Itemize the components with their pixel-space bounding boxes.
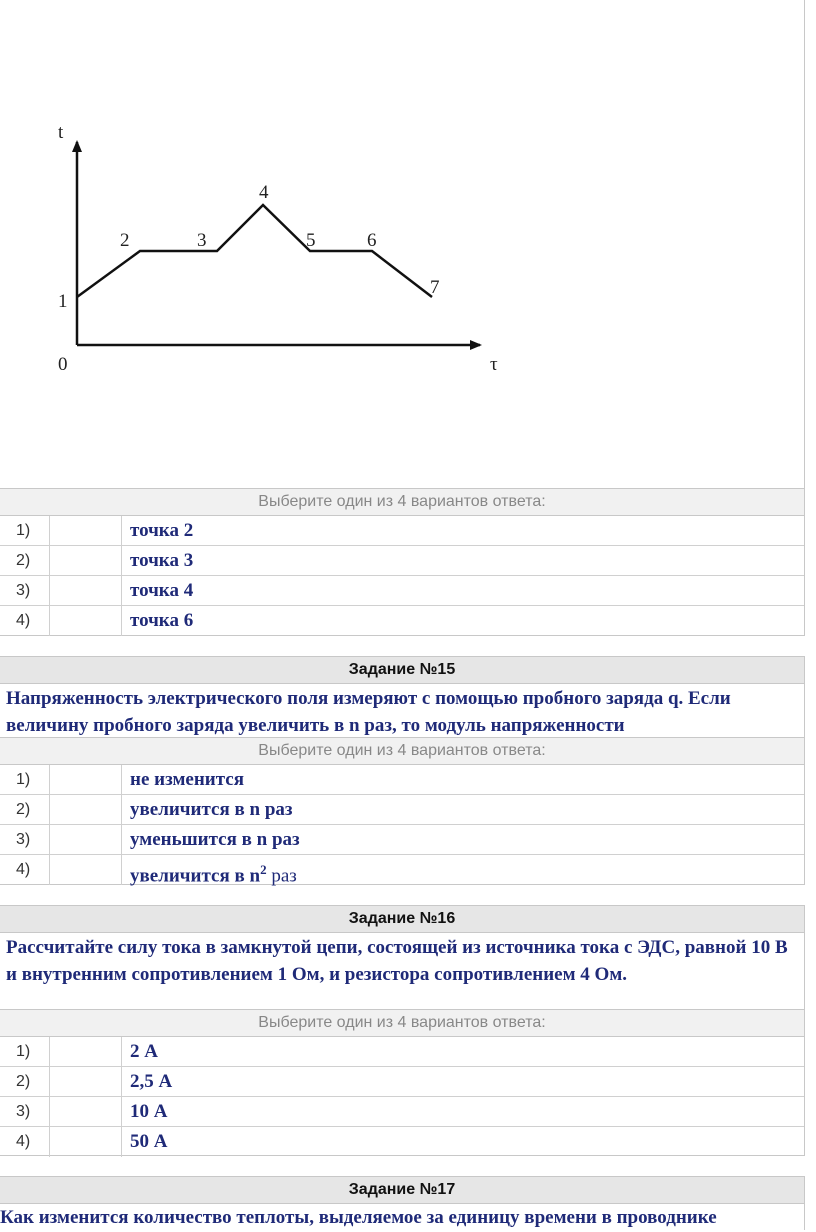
option-number: 2) xyxy=(0,795,50,824)
origin-label: 0 xyxy=(58,354,68,375)
answer-prompt: Выберите один из 4 вариантов ответа: xyxy=(0,489,804,516)
x-axis-label: τ xyxy=(490,354,498,375)
answer-option[interactable] xyxy=(0,606,804,636)
y-axis-label: t xyxy=(58,122,64,143)
point-label: 3 xyxy=(197,230,207,251)
answer-option[interactable] xyxy=(0,1037,804,1067)
task-17 xyxy=(0,1176,805,1230)
option-number: 3) xyxy=(0,825,50,854)
option-number: 3) xyxy=(0,576,50,605)
answer-option[interactable] xyxy=(0,576,804,606)
point-label: 2 xyxy=(120,230,130,251)
option-select-cell[interactable] xyxy=(50,1067,122,1096)
option-select-cell[interactable] xyxy=(50,516,122,545)
option-text: увеличится в n раз xyxy=(130,799,293,820)
option-number: 3) xyxy=(0,1097,50,1126)
option-text-main: увеличится в n xyxy=(130,865,261,887)
option-select-cell[interactable] xyxy=(50,795,122,824)
option-select-cell[interactable] xyxy=(50,576,122,605)
option-text: 2,5 А xyxy=(130,1071,173,1092)
option-select-cell[interactable] xyxy=(50,606,122,636)
option-number: 1) xyxy=(0,765,50,794)
option-text: точка 4 xyxy=(130,580,194,601)
answer-option[interactable] xyxy=(0,546,804,576)
point-label: 6 xyxy=(367,230,377,251)
prev-task-answers xyxy=(0,488,805,636)
temperature-time-graph xyxy=(0,0,805,488)
answer-option[interactable] xyxy=(0,1127,804,1157)
answer-option[interactable] xyxy=(0,1097,804,1127)
option-select-cell[interactable] xyxy=(50,825,122,854)
graph-area xyxy=(0,0,805,488)
answer-option[interactable] xyxy=(0,855,804,885)
point-label: 1 xyxy=(58,291,68,312)
option-text xyxy=(122,855,297,885)
answer-option[interactable] xyxy=(0,765,804,795)
option-select-cell[interactable] xyxy=(50,855,122,885)
task-question: Напряженность электрического поля измеряют с помощью пробного заряда q. Если величину пробного заряда увеличить в n раз, то модуль напряженности xyxy=(0,684,804,738)
option-text: 2 А xyxy=(130,1041,158,1062)
task-header: Задание №17 xyxy=(0,1177,804,1204)
option-select-cell[interactable] xyxy=(50,1127,122,1157)
task-header: Задание №15 xyxy=(0,657,804,684)
option-text: не изменится xyxy=(130,769,244,790)
option-number: 4) xyxy=(0,1127,50,1157)
point-label: 4 xyxy=(259,182,269,203)
option-select-cell[interactable] xyxy=(50,1097,122,1126)
option-superscript: 2 xyxy=(260,862,267,877)
point-label: 7 xyxy=(430,277,440,298)
option-select-cell[interactable] xyxy=(50,1037,122,1066)
task-question: Как изменится количество теплоты, выделяемое за единицу времени в проводнике xyxy=(0,1207,717,1228)
option-number: 1) xyxy=(0,516,50,545)
task-15 xyxy=(0,656,805,885)
task-question: Рассчитайте силу тока в замкнутой цепи, состоящей из источника тока с ЭДС, равной 10 В и внутренним сопротивлением 1 Ом, и резистора сопротивлением 4 Ом. xyxy=(0,933,804,1010)
option-number: 2) xyxy=(0,1067,50,1096)
option-text-suffix: раз xyxy=(271,865,297,887)
option-number: 4) xyxy=(0,606,50,636)
answer-option[interactable] xyxy=(0,516,804,546)
graph-line xyxy=(77,205,432,297)
option-number: 1) xyxy=(0,1037,50,1066)
task-header: Задание №16 xyxy=(0,906,804,933)
option-text: точка 3 xyxy=(130,550,194,571)
option-text: 50 А xyxy=(130,1131,168,1152)
option-text: точка 2 xyxy=(130,520,194,541)
answer-option[interactable] xyxy=(0,825,804,855)
option-number: 4) xyxy=(0,855,50,885)
option-text: уменьшится в n раз xyxy=(130,829,300,850)
option-select-cell[interactable] xyxy=(50,546,122,575)
option-number: 2) xyxy=(0,546,50,575)
point-label: 5 xyxy=(306,230,316,251)
answer-option[interactable] xyxy=(0,1067,804,1097)
task-16 xyxy=(0,905,805,1156)
answer-prompt: Выберите один из 4 вариантов ответа: xyxy=(0,738,804,765)
answer-option[interactable] xyxy=(0,795,804,825)
option-text: точка 6 xyxy=(130,610,194,631)
answer-prompt: Выберите один из 4 вариантов ответа: xyxy=(0,1010,804,1037)
option-text: 10 А xyxy=(130,1101,168,1122)
option-select-cell[interactable] xyxy=(50,765,122,794)
